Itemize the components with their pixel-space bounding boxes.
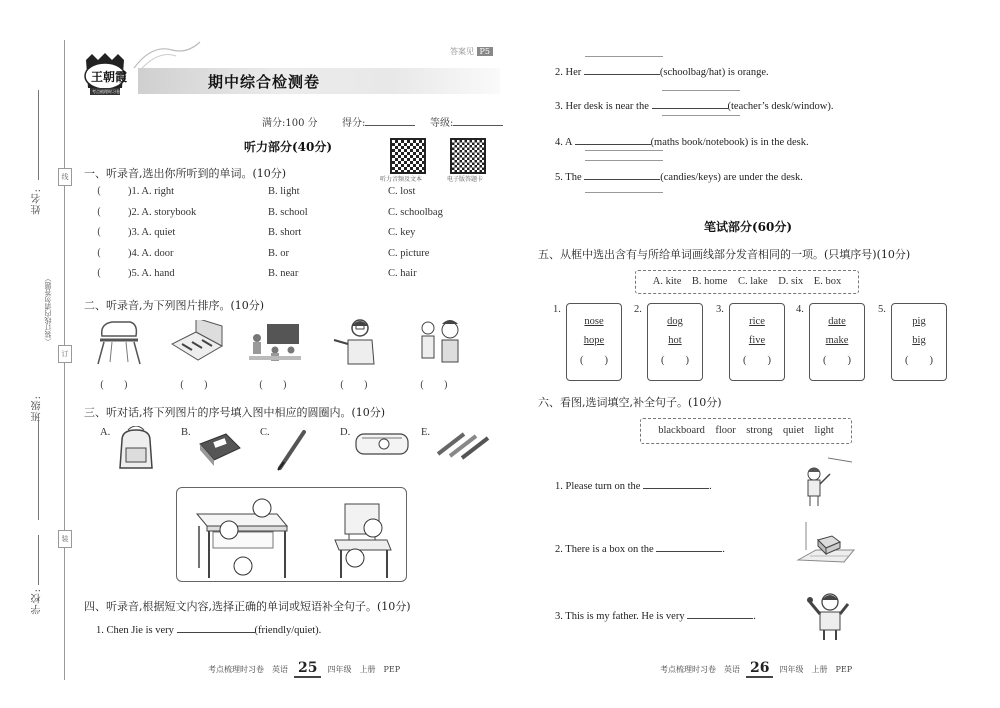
two-students-picture xyxy=(410,318,466,364)
binding-mark-bottom: 装 xyxy=(58,530,72,548)
s1-option-a: )4. A. door xyxy=(128,247,174,259)
s1-answer-paren[interactable]: ( xyxy=(97,227,101,238)
s1-option-c: C. lost xyxy=(388,186,416,197)
s5-answer-paren[interactable]: ( ) xyxy=(580,355,608,366)
s4-item-1: 1. Chen Jie is very (friendly/quiet). xyxy=(96,622,321,636)
school-field[interactable] xyxy=(38,535,39,585)
schoolbag-picture xyxy=(112,426,160,472)
s5-word-2: make xyxy=(825,335,849,346)
s4-item-5: 5. The (candies/keys) are under the desk. xyxy=(555,169,803,183)
desk-chair-scene xyxy=(177,488,406,581)
answer-key-ref: 答案见 P5 xyxy=(450,46,493,57)
name-field[interactable] xyxy=(38,90,39,180)
class-field[interactable] xyxy=(38,420,39,520)
s1-option-a: )2. A. storybook xyxy=(128,206,197,218)
s5-word-1: nose xyxy=(584,316,604,327)
s5-word-2: hot xyxy=(668,335,682,346)
pencil-case-picture xyxy=(354,430,410,458)
classroom-scene-box xyxy=(176,487,407,582)
s5-word-card xyxy=(891,303,947,381)
s5-word-2: big xyxy=(912,335,926,346)
s5-card-number: 1. xyxy=(553,304,561,315)
brand-logo xyxy=(78,52,132,98)
class-label: 班级: xyxy=(32,395,43,422)
s4-blank-1[interactable] xyxy=(177,622,255,633)
qr-answer-caption: 电子版答题卡 xyxy=(447,176,484,183)
s4-item-4: 4. A (maths book/notebook) is in the desk. xyxy=(555,134,809,148)
s2-answer-paren[interactable]: ( ) xyxy=(340,380,368,391)
s5-word-card xyxy=(647,303,703,381)
score-label: 得分: xyxy=(342,114,415,129)
s6-blank-3[interactable] xyxy=(687,608,753,619)
s4-option-lines-5a xyxy=(585,160,663,161)
s5-card-number: 3. xyxy=(716,304,724,315)
s1-answer-paren[interactable]: ( xyxy=(97,206,101,218)
listening-title: 听力部分(40分) xyxy=(244,140,333,154)
pen-picture xyxy=(274,428,310,472)
s5-word-1: date xyxy=(828,316,846,327)
s1-option-b: B. short xyxy=(268,227,302,238)
s1-option-b: B. school xyxy=(268,206,308,218)
qr-audio-caption: 听力音频及文本 xyxy=(380,176,423,183)
qr-answer-card-icon[interactable] xyxy=(450,138,486,174)
s6-item-1: 1. Please turn on the . xyxy=(555,478,712,492)
s1-answer-paren[interactable]: ( xyxy=(97,186,101,197)
s1-option-b: B. near xyxy=(268,268,299,279)
page-number-left: 25 xyxy=(294,660,321,678)
s1-option-a: )5. A. hand xyxy=(128,268,175,279)
qr-audio-icon[interactable] xyxy=(390,138,426,174)
chair-picture xyxy=(92,318,144,366)
s1-option-c: C. hair xyxy=(388,268,417,279)
s5-title: 五、从框中选出含有与所给单词画线部分发音相同的一项。(只填序号)(10分) xyxy=(538,248,911,261)
full-score: 满分:100 分 xyxy=(262,118,318,129)
s5-word-1: rice xyxy=(749,316,765,327)
s5-card-number: 4. xyxy=(796,304,804,315)
brand-subtext: 考点梳理时习卷 xyxy=(92,89,120,94)
s5-answer-paren[interactable]: ( ) xyxy=(823,355,851,366)
s2-answer-paren[interactable]: ( ) xyxy=(100,380,128,391)
box-on-floor-picture xyxy=(796,520,856,564)
brand-text: 王朝霞 xyxy=(91,70,128,84)
binding-note: （装订线内请勿答题） xyxy=(44,275,52,345)
s4-blank-3[interactable] xyxy=(652,98,728,109)
s1-option-a: )3. A. quiet xyxy=(128,227,176,238)
s4-item-2: 2. Her (schoolbag/hat) is orange. xyxy=(555,64,769,78)
s5-word-2: hope xyxy=(583,335,605,346)
footer-right: 考点梳理时习卷 英语 26 四年级 上册 PEP xyxy=(660,660,853,676)
s6-word-box: blackboard floor strong quiet light xyxy=(640,418,852,444)
s4-title: 四、听录音,根据短文内容,选择正确的单词或短语补全句子。(10分) xyxy=(84,600,411,613)
s3-picture-label: E. xyxy=(421,427,431,438)
s1-option-a: )1. A. right xyxy=(128,186,175,197)
s6-blank-2[interactable] xyxy=(656,541,722,552)
s4-blank-2[interactable] xyxy=(584,64,660,75)
page-title: 期中综合检测卷 xyxy=(208,73,321,91)
s6-item-3: 3. This is my father. He is very . xyxy=(555,608,756,622)
s5-word-card xyxy=(809,303,865,381)
ribbon-decoration xyxy=(132,40,202,70)
s5-word-1: pig xyxy=(912,316,926,327)
s1-option-c: C. schoolbag xyxy=(388,206,443,218)
s1-option-b: B. or xyxy=(268,247,289,259)
s3-picture-label: B. xyxy=(181,427,191,438)
s5-options-box: A. kite B. home C. lake D. six E. box xyxy=(635,270,859,294)
s6-item-2: 2. There is a box on the . xyxy=(555,541,725,555)
s4-option-lines-2 xyxy=(585,56,663,57)
s2-title: 二、听录音,为下列图片排序。(10分) xyxy=(84,299,265,312)
s3-title: 三、听对话,将下列图片的序号填入图中相应的圆圈内。(10分) xyxy=(84,406,386,419)
s3-picture-label: D. xyxy=(340,427,351,438)
binding-mark-top: 线 xyxy=(58,168,72,186)
s3-picture-label: A. xyxy=(100,427,111,438)
school-label: 学校: xyxy=(32,588,43,615)
s5-answer-paren[interactable]: ( ) xyxy=(905,355,933,366)
footer-left: 考点梳理时习卷 英语 25 四年级 上册 PEP xyxy=(208,660,401,676)
s2-answer-paren[interactable]: ( ) xyxy=(259,380,287,391)
s4-option-lines-3a xyxy=(662,90,740,91)
strong-father-picture xyxy=(806,590,852,642)
s5-word-card xyxy=(566,303,622,381)
girl-light-picture xyxy=(798,456,854,508)
s5-word-1: dog xyxy=(667,316,683,327)
teacher-picture xyxy=(330,316,378,366)
s5-word-2: five xyxy=(748,335,766,346)
s5-card-number: 2. xyxy=(634,304,642,315)
s5-answer-paren[interactable]: ( ) xyxy=(743,355,771,366)
s6-blank-1[interactable] xyxy=(643,478,709,489)
pencil-box-picture xyxy=(168,320,224,364)
s1-answer-paren[interactable]: ( xyxy=(97,268,101,279)
s1-title: 一、听录音,选出你所听到的单词。(10分) xyxy=(84,167,287,180)
s4-item-3: 3. Her desk is near the (teacher’s desk/window). xyxy=(555,98,833,112)
s1-option-c: C. picture xyxy=(388,247,430,259)
s1-answer-paren[interactable]: ( xyxy=(97,247,101,259)
s4-option-lines-3b xyxy=(662,115,740,116)
classroom-picture xyxy=(247,322,303,364)
s1-option-c: C. key xyxy=(388,227,416,238)
binding-mark-mid: 订 xyxy=(58,345,72,363)
s4-option-lines-5b xyxy=(585,192,663,193)
s5-word-card xyxy=(729,303,785,381)
s6-title: 六、看图,选词填空,补全句子。(10分) xyxy=(538,396,722,409)
s4-blank-4[interactable] xyxy=(575,134,651,145)
s2-answer-paren[interactable]: ( ) xyxy=(180,380,208,391)
name-label: 姓名: xyxy=(32,188,43,215)
s4-option-lines-4 xyxy=(585,150,663,151)
s1-option-b: B. light xyxy=(268,186,300,197)
s3-picture-label: C. xyxy=(260,427,270,438)
s4-blank-5[interactable] xyxy=(584,169,660,180)
maths-book-picture xyxy=(196,430,244,470)
pencils-picture xyxy=(434,428,490,460)
s2-answer-paren[interactable]: ( ) xyxy=(420,380,448,391)
grade-label: 等级: xyxy=(430,114,503,129)
s5-answer-paren[interactable]: ( ) xyxy=(661,355,689,366)
page-number-right: 26 xyxy=(746,660,773,678)
s5-card-number: 5. xyxy=(878,304,886,315)
writing-title: 笔试部分(60分) xyxy=(704,220,793,234)
